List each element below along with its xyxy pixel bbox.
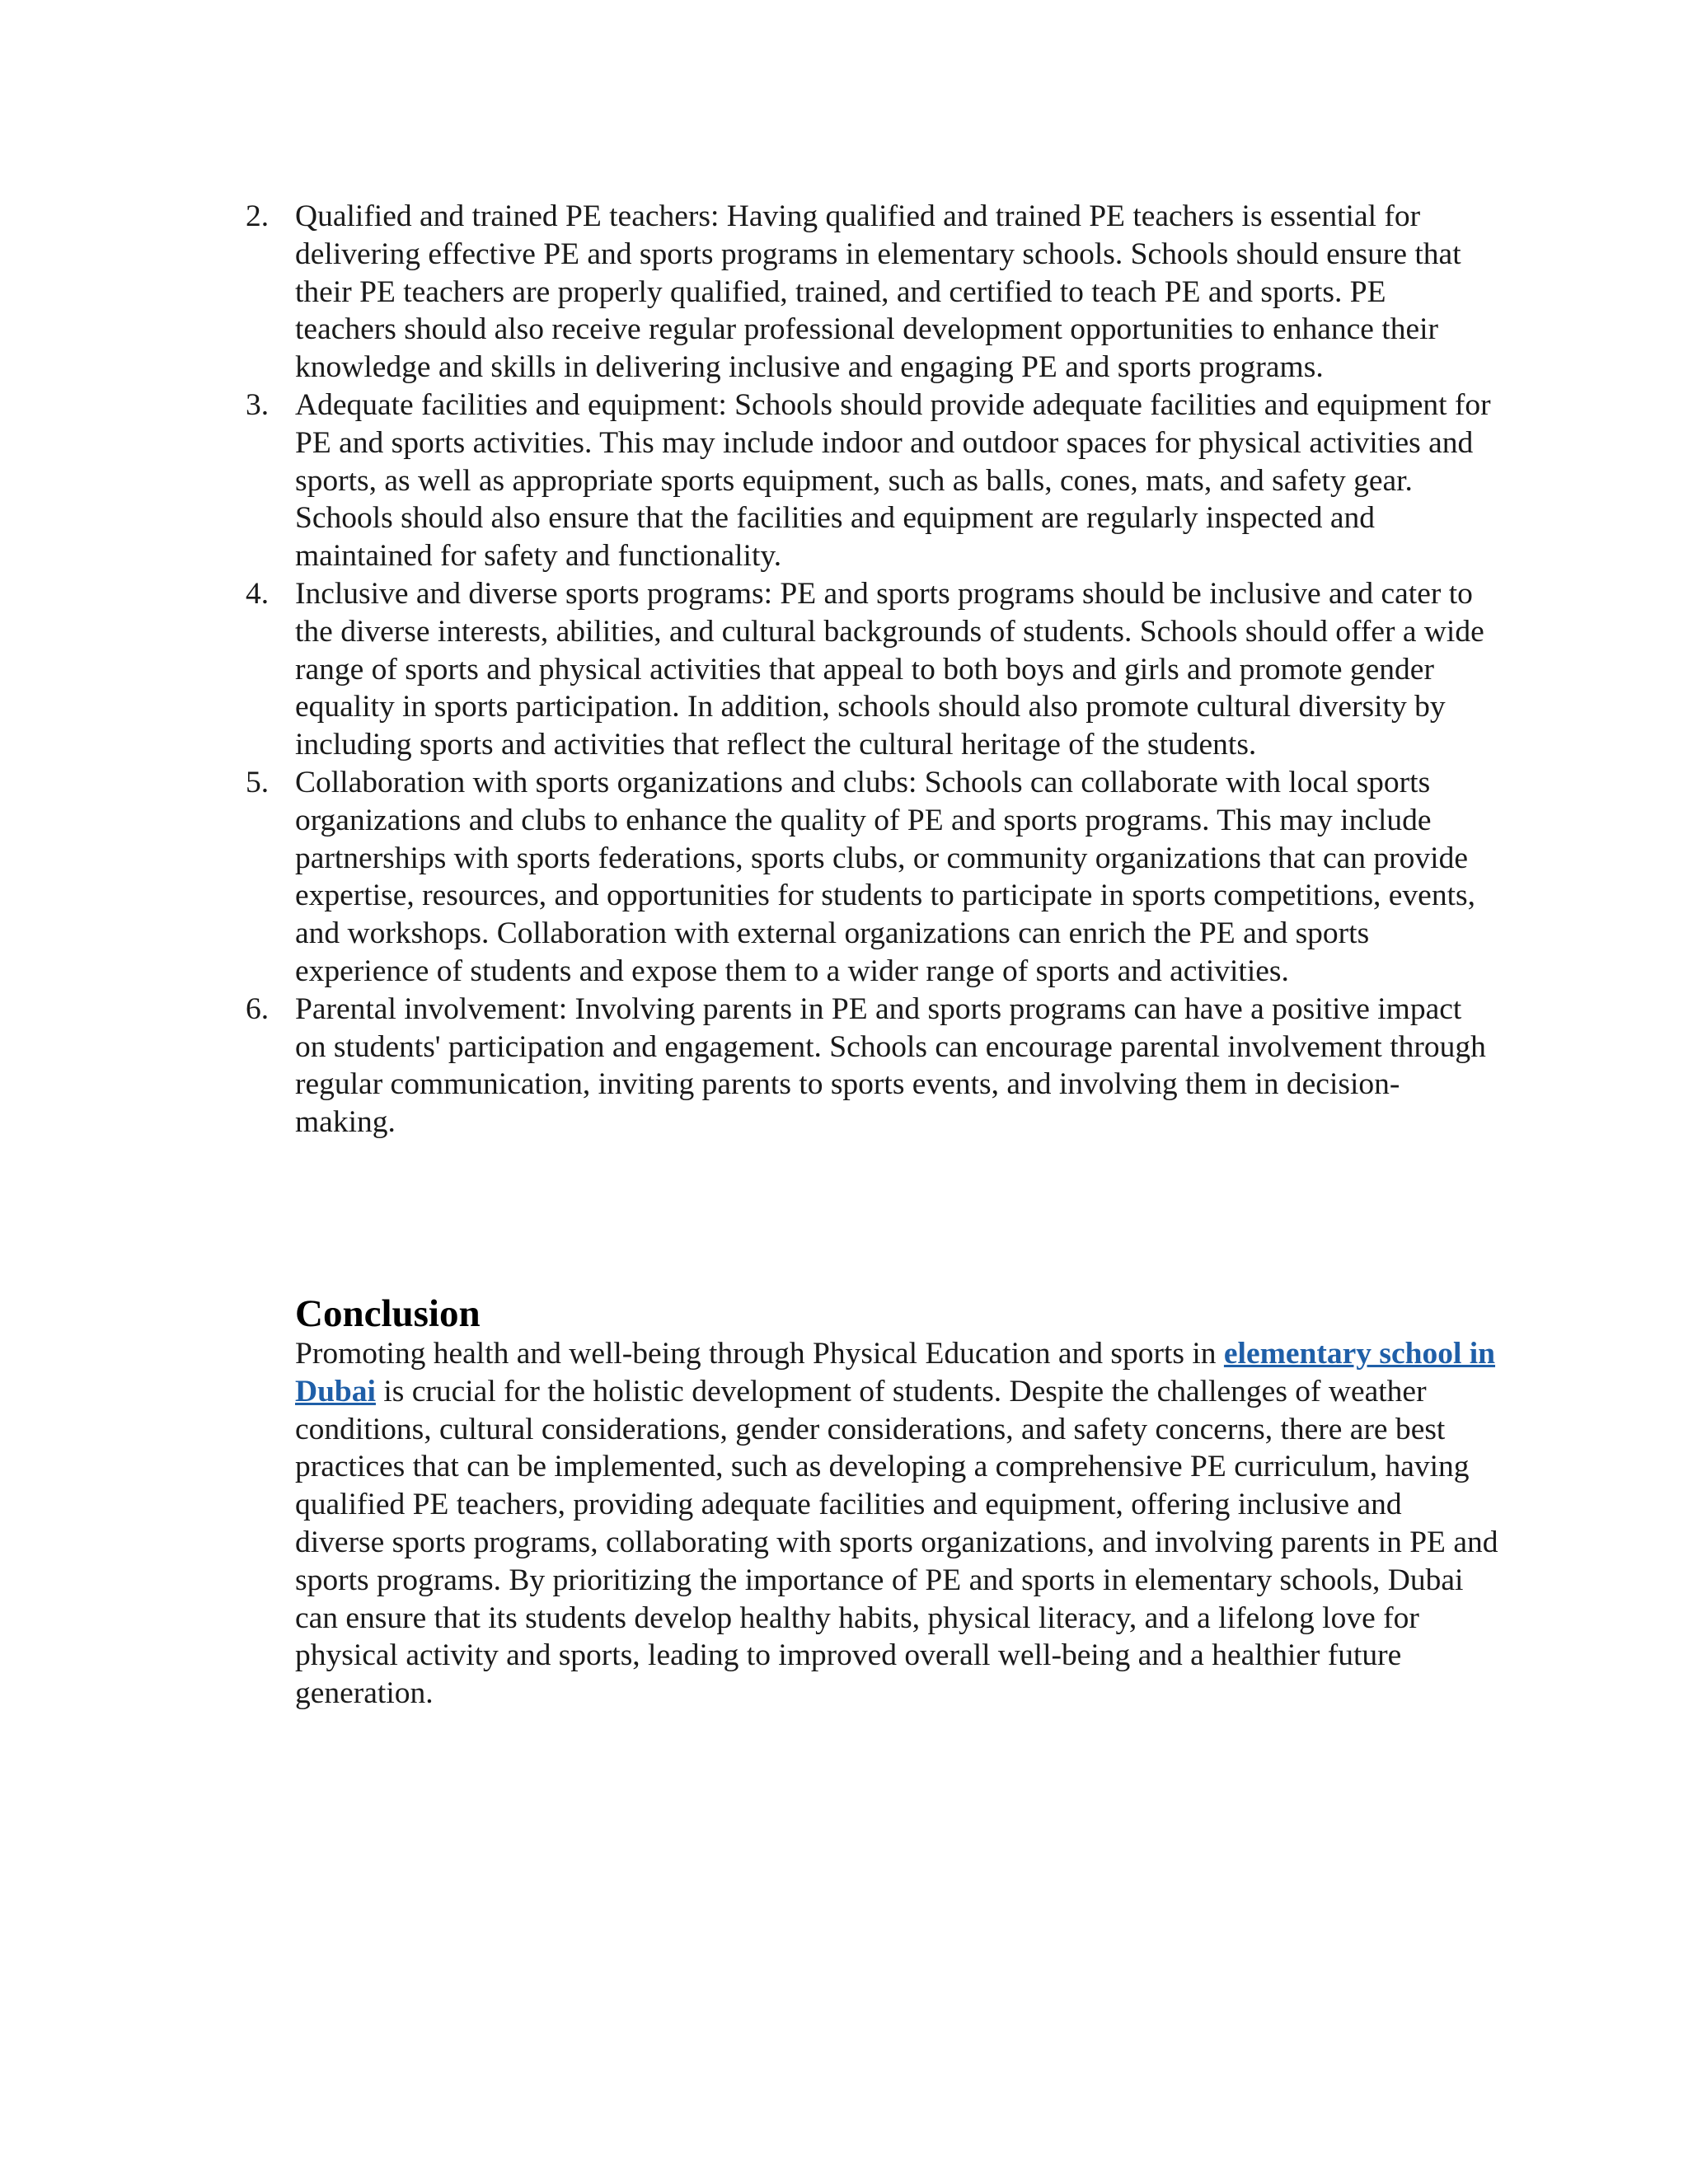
list-item-text: Inclusive and diverse sports programs: PE and sports programs should be inclusive and cater to the diverse interests, abilities, and cultural backgrounds of students. Schools should offer a wide range of sports and physical activities that appeal to both boys and girls and promote gender equality in sports participation. In addition, schools should also promote cultural diversity by including sports and activities that reflect the cultural heritage of the students. [295, 576, 1484, 762]
conclusion-text-before-link: Promoting health and well-being through Physical Education and sports in [295, 1337, 1224, 1371]
list-item-text: Parental involvement: Involving parents in PE and sports programs can have a positive impact on students' participation and engagement. Schools can encourage parental involvement through regular communication, inviting parents to sports events, and involving them in decision-making. [295, 991, 1486, 1140]
list-item-number: 5. [246, 765, 270, 799]
list-item-number: 3. [246, 387, 270, 422]
conclusion-section [295, 1292, 1498, 1713]
list-item [241, 764, 1493, 991]
conclusion-heading: Conclusion [295, 1292, 481, 1335]
elementary-school-dubai-link[interactable]: elementary school in Dubai [295, 1337, 1496, 1408]
list-item [241, 387, 1493, 575]
list-item-text: Collaboration with sports organizations and clubs: Schools can collaborate with local sports organizations and clubs to enhance the quality of PE and sports programs. This may include partnerships with sports federations, sports clubs, or community organizations that can provide expertise, resources, and opportunities for students to participate in sports competitions, events, and workshops. Collaboration with external organizations can enrich the PE and sports experience of students and expose them to a wider range of sports and activities. [295, 765, 1475, 988]
list-item [241, 991, 1493, 1141]
list-item-number: 6. [246, 991, 270, 1026]
list-item [241, 575, 1493, 764]
list-item [241, 198, 1493, 387]
list-item-text: Adequate facilities and equipment: Schools should provide adequate facilities and equipment for PE and sports activities. This may include indoor and outdoor spaces for physical activities and sports, as well as appropriate sports equipment, such as balls, cones, mats, and safety gear. Schools should also ensure that the facilities and equipment are regularly inspected and maintained for safety and functionality. [295, 387, 1491, 574]
conclusion-text-after-link: is crucial for the holistic development of students. Despite the challenges of weather conditions, cultural considerations, gender considerations, and safety concerns, there are best practices that can be implemented, such as developing a comprehensive PE curriculum, having qualified PE teachers, providing adequate facilities and equipment, offering inclusive and diverse sports programs, collaborating with sports organizations, and involving parents in PE and sports programs. By prioritizing the importance of PE and sports in elementary schools, Dubai can ensure that its students develop healthy habits, physical literacy, and a lifelong love for physical activity and sports, leading to improved overall well-being and a healthier future generation. [295, 1374, 1498, 1711]
best-practices-list [241, 198, 1493, 1141]
list-item-number: 2. [246, 199, 270, 233]
conclusion-paragraph [295, 1335, 1498, 1713]
list-item-text: Qualified and trained PE teachers: Having qualified and trained PE teachers is essential for delivering effective PE and sports programs in elementary schools. Schools should ensure that their PE teachers are properly qualified, trained, and certified to teach PE and sports. PE teachers should also receive regular professional development opportunities to enhance their knowledge and skills in delivering inclusive and engaging PE and sports programs. [295, 199, 1461, 385]
list-item-number: 4. [246, 576, 270, 611]
